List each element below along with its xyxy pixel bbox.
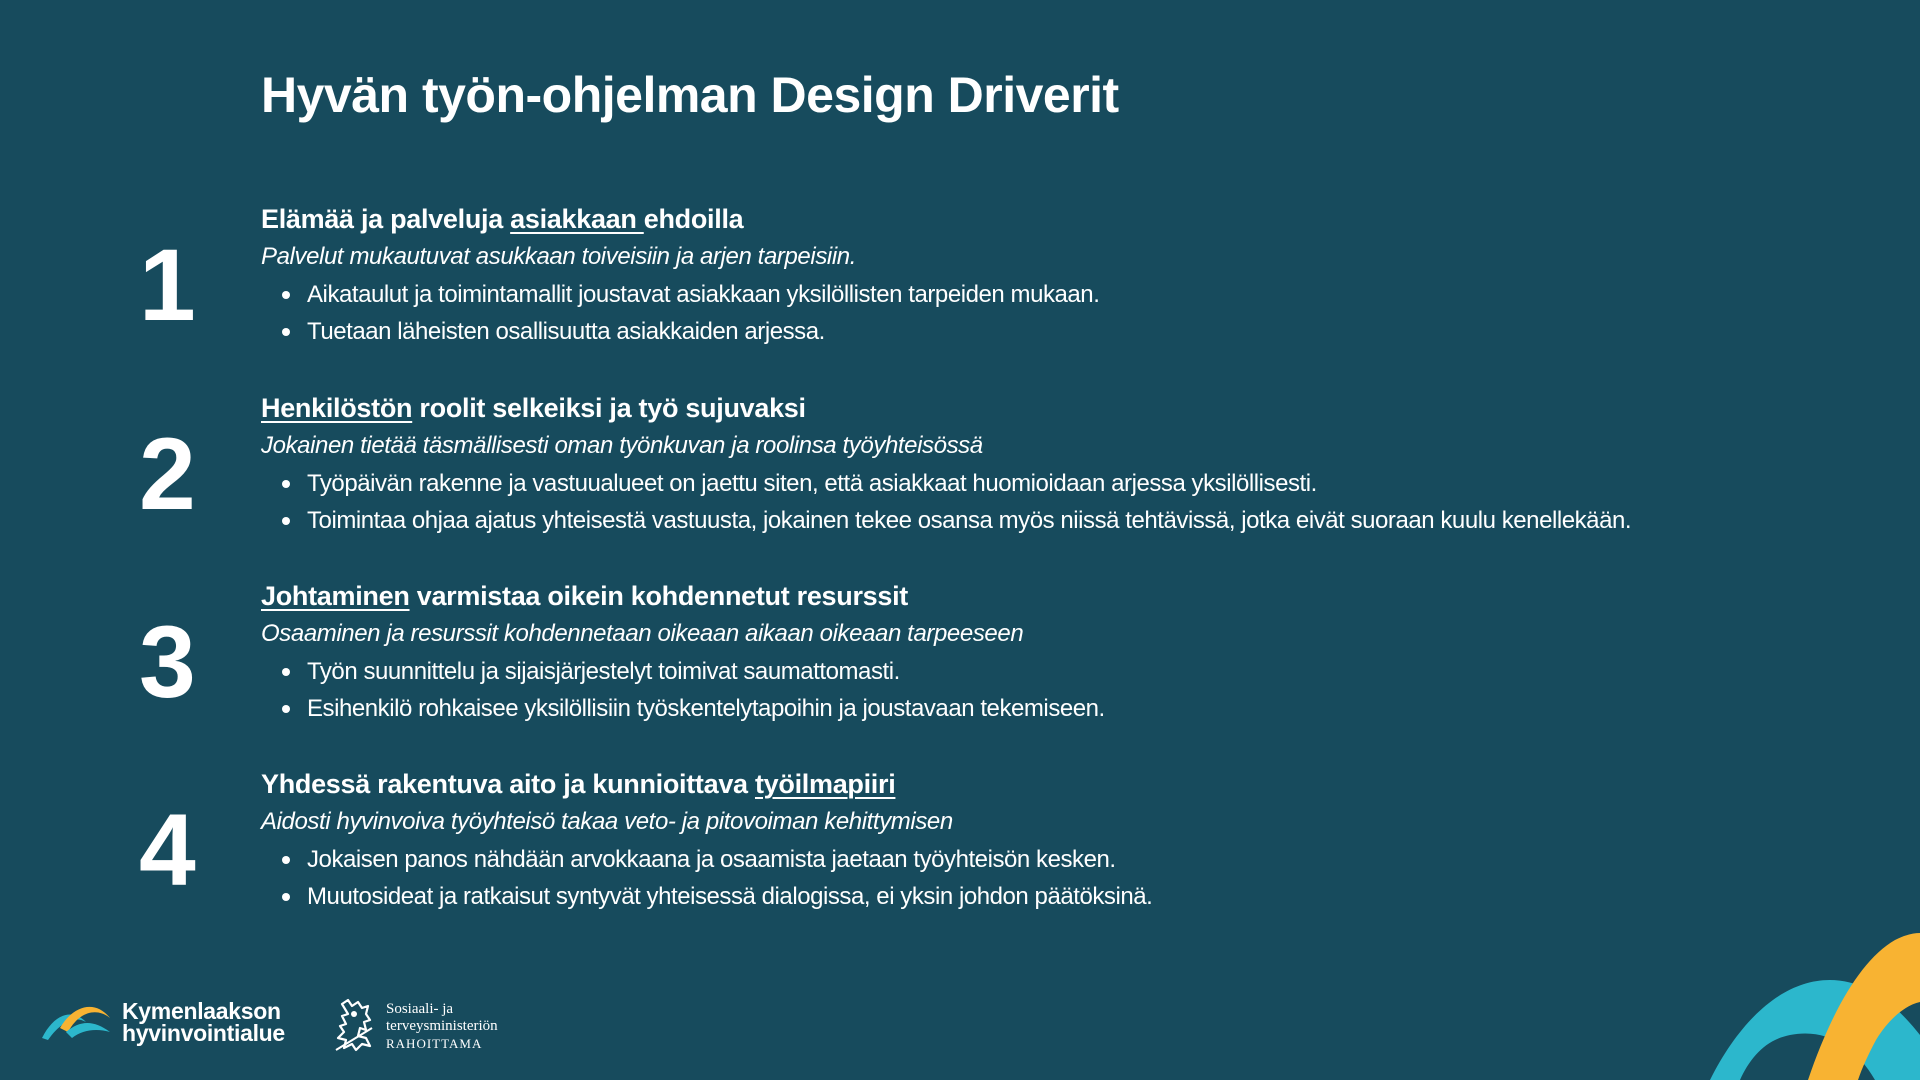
kymenlaakso-wordmark [122, 1000, 285, 1044]
driver-content [261, 200, 1901, 350]
bullet-text: Esihenkilö rohkaisee yksilöllisiin työskentelytapoihin ja joustavaan tekemiseen. [307, 695, 1105, 722]
bullet-text: Toimintaa ohjaa ajatus yhteisestä vastuusta, jokainen tekee osansa myös niissä tehtävissä, jotka eivät suoraan kuulu kenellekään. [307, 507, 1632, 534]
ministry-text [386, 1001, 498, 1052]
ministry-line: RAHOITTAMA [386, 1035, 483, 1051]
bullet-item [261, 276, 1901, 313]
lion-crest-icon [332, 998, 376, 1054]
bullet-list [261, 653, 1901, 727]
logo-line: Kymenlaakson [122, 998, 281, 1024]
driver-number: 4 [139, 793, 196, 907]
bullet-item [261, 690, 1901, 727]
bullet-dot-icon [282, 517, 290, 525]
heading-text: Yhdessä rakentuva aito ja kunnioittava [261, 769, 755, 799]
bullet-dot-icon [282, 328, 290, 336]
driver-heading [261, 765, 1901, 803]
driver-number: 1 [139, 228, 196, 342]
bullet-dot-icon [282, 705, 290, 713]
slide-title: Hyvän työn-ohjelman Design Driverit [261, 67, 1119, 123]
bullet-item [261, 313, 1901, 350]
heading-underlined: työilmapiiri [754, 769, 896, 799]
bullet-text: Jokaisen panos nähdään arvokkaana ja osaamista jaetaan työyhteisön kesken. [307, 846, 1116, 873]
driver-2 [0, 389, 1920, 549]
bullet-dot-icon [282, 480, 290, 488]
heading-text: Elämää ja palveluja [261, 204, 511, 234]
bullet-text: Työn suunnittelu ja sijaisjärjestelyt toimivat saumattomasti. [307, 658, 900, 685]
driver-content [261, 389, 1901, 539]
bullet-list [261, 276, 1901, 350]
bullet-dot-icon [282, 856, 290, 864]
driver-subtitle: Osaaminen ja resurssit kohdennetaan oikeaan aikaan oikeaan tarpeeseen [261, 620, 1024, 647]
driver-heading [261, 389, 1901, 427]
bullet-dot-icon [282, 668, 290, 676]
driver-number: 2 [139, 417, 196, 531]
heading-underlined: Henkilöstön [261, 393, 413, 423]
heading-text: varmistaa oikein kohdennetut resurssit [409, 581, 908, 611]
driver-1 [0, 200, 1920, 360]
heading-text: roolit selkeiksi ja työ sujuvaksi [412, 393, 806, 423]
driver-3 [0, 577, 1920, 737]
bullet-text: Tuetaan läheisten osallisuutta asiakkaiden arjessa. [307, 318, 825, 345]
bullet-list [261, 465, 1901, 539]
driver-heading [261, 200, 1901, 238]
ministry-logo [332, 998, 498, 1054]
bullet-text: Muutosideat ja ratkaisut syntyvät yhteisessä dialogissa, ei yksin johdon päätöksinä. [307, 883, 1153, 910]
bullet-item [261, 653, 1901, 690]
driver-4 [0, 765, 1920, 925]
driver-heading [261, 577, 1901, 615]
logo-line: hyvinvointialue [122, 1020, 285, 1046]
ministry-line: terveysministeriön [386, 1017, 498, 1034]
bullet-dot-icon [282, 893, 290, 901]
driver-subtitle: Aidosti hyvinvoiva työyhteisö takaa veto- ja pitovoiman kehittymisen [261, 808, 953, 835]
bullet-text: Aikataulut ja toimintamallit joustavat asiakkaan yksilöllisten tarpeiden mukaan. [307, 281, 1100, 308]
driver-content [261, 765, 1901, 915]
heading-underlined: asiakkaan [510, 204, 644, 234]
wave-logo-icon [40, 998, 112, 1046]
decorative-wave-graphic [1640, 910, 1920, 1080]
kymenlaakso-logo [40, 998, 285, 1046]
bullet-item [261, 841, 1901, 878]
bullet-item [261, 465, 1901, 502]
driver-subtitle: Palvelut mukautuvat asukkaan toiveisiin ja arjen tarpeisiin. [261, 243, 856, 270]
ministry-line: Sosiaali- ja [386, 1000, 454, 1017]
driver-content [261, 577, 1901, 727]
bullet-dot-icon [282, 291, 290, 299]
heading-underlined: Johtaminen [261, 581, 410, 611]
bullet-text: Työpäivän rakenne ja vastuualueet on jaettu siten, että asiakkaat huomioidaan arjessa yksilöllisesti. [307, 470, 1317, 497]
bullet-item [261, 502, 1901, 539]
heading-text: ehdoilla [643, 204, 744, 234]
driver-subtitle: Jokainen tietää täsmällisesti oman työnkuvan ja roolinsa työyhteisössä [261, 432, 983, 459]
driver-number: 3 [139, 605, 196, 719]
bullet-list [261, 841, 1901, 915]
